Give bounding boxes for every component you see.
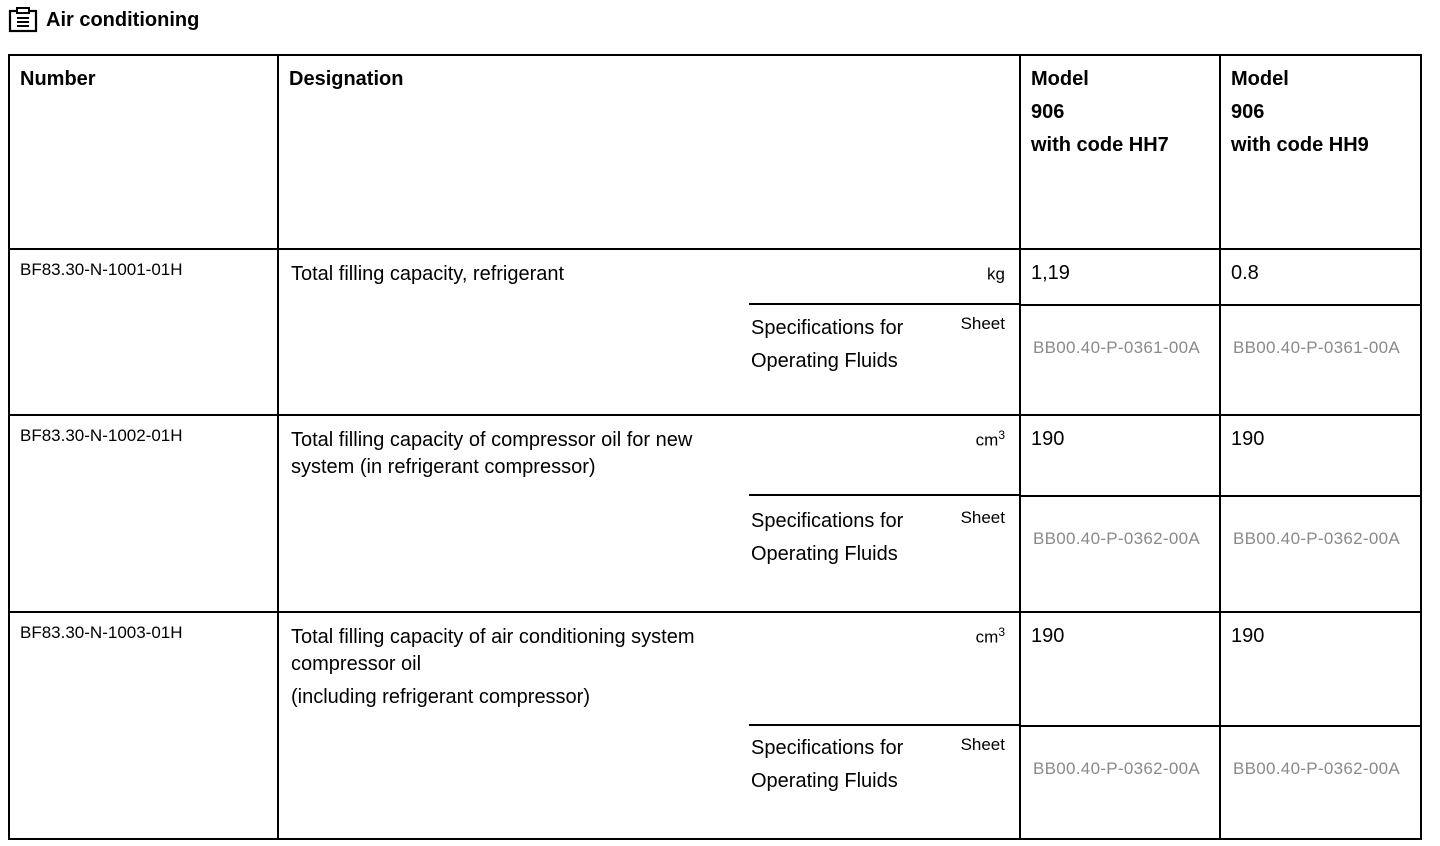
sheet-ref-hh9[interactable]: BB00.40-P-0361-00A [1220, 305, 1421, 415]
sheet-label: Sheet [960, 314, 1005, 333]
header-designation: Designation [278, 55, 1020, 249]
row-unit-cell [749, 613, 1019, 726]
section-title [8, 5, 199, 35]
header-number: Number [9, 55, 278, 249]
sheet-ref-hh7[interactable]: BB00.40-P-0362-00A [1020, 496, 1220, 612]
sheet-ref-hh9[interactable]: BB00.40-P-0362-00A [1220, 726, 1421, 839]
row-unit: $cm^3$ [975, 428, 1005, 450]
row-designation-cell [278, 612, 1020, 839]
section-title-text: Air conditioning [46, 8, 200, 31]
value-hh9: 0.8 [1220, 249, 1421, 305]
row-number: BF83.30-N-1001-01H [9, 249, 278, 415]
row-unit-cell [749, 250, 1019, 305]
document-list-icon [8, 7, 38, 33]
table-row [9, 249, 1421, 305]
row-designation: Total filling capacity, refrigerant [291, 263, 565, 285]
header-model-hh9: Model 906 with code HH9 [1220, 55, 1421, 249]
sheet-ref-hh7[interactable]: BB00.40-P-0361-00A [1020, 305, 1220, 415]
row-number: BF83.30-N-1003-01H [9, 612, 278, 839]
row-unit: $cm^3$ [975, 625, 1005, 647]
value-hh9: 190 [1220, 612, 1421, 726]
sheet-label: Sheet [960, 508, 1005, 527]
row-designation: Total filling capacity of compressor oil for new system (in refrigerant compressor) [291, 429, 693, 478]
row-designation: Total filling capacity of air conditioning system compressor oil (including refrigerant compressor) [291, 626, 695, 708]
value-hh9: 190 [1220, 415, 1421, 496]
row-designation-cell [278, 249, 1020, 415]
sheet-label: Sheet [960, 735, 1005, 754]
value-hh7: 190 [1020, 612, 1220, 726]
row-unit: kg [987, 264, 1005, 284]
row-unit-cell [749, 416, 1019, 496]
table-row [9, 612, 1421, 726]
table-row [9, 415, 1421, 496]
table-header-row [9, 55, 1421, 249]
spec-link-label: Specifications for Operating Fluids [751, 737, 904, 792]
specification-table [8, 54, 1422, 840]
sheet-ref-hh9[interactable]: BB00.40-P-0362-00A [1220, 496, 1421, 612]
header-model-hh7: Model 906 with code HH7 [1020, 55, 1220, 249]
value-hh7: 1,19 [1020, 249, 1220, 305]
row-designation-cell [278, 415, 1020, 612]
sheet-ref-hh7[interactable]: BB00.40-P-0362-00A [1020, 726, 1220, 839]
row-number: BF83.30-N-1002-01H [9, 415, 278, 612]
value-hh7: 190 [1020, 415, 1220, 496]
spec-link-label: Specifications for Operating Fluids [751, 510, 904, 565]
spec-link-label: Specifications for Operating Fluids [751, 317, 904, 372]
